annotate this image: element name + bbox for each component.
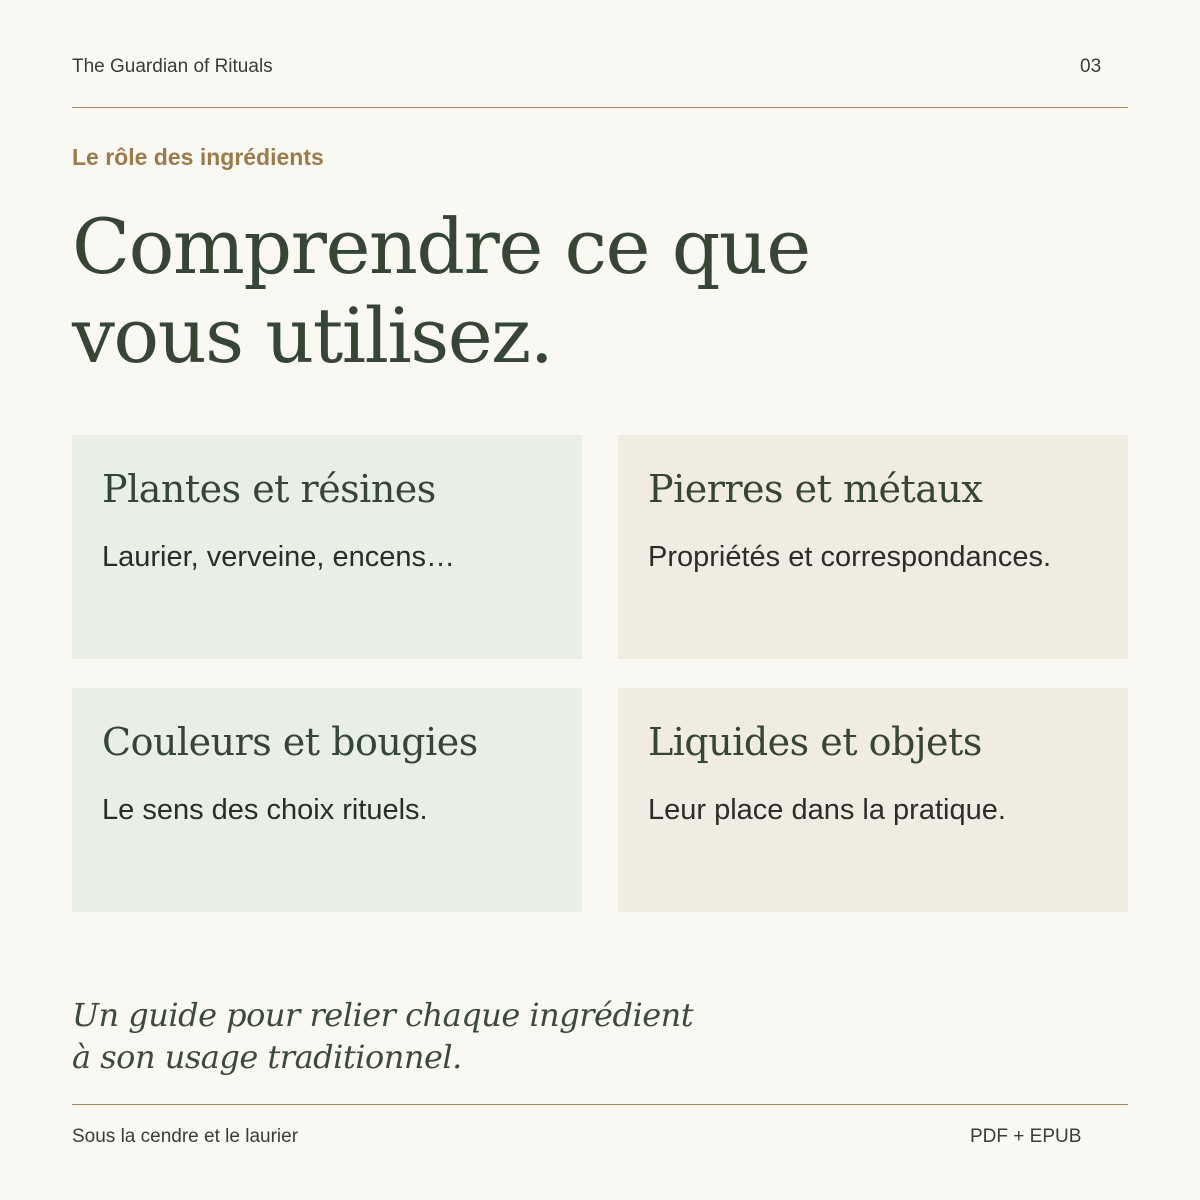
card-pierres-metaux — [618, 435, 1128, 659]
page-number: 03 — [1080, 56, 1102, 77]
footer-divider — [72, 1104, 1128, 1105]
tagline — [72, 994, 712, 1078]
headline-line-1: Comprendre ce que — [72, 202, 810, 291]
card-text: Le sens des choix rituels. — [102, 794, 428, 826]
card-title: Liquides et objets — [648, 720, 982, 764]
tagline-line-1: Un guide pour relier chaque ingrédient — [72, 996, 694, 1034]
footer-book-title: Sous la cendre et le laurier — [72, 1126, 299, 1147]
tagline-line-2: à son usage traditionnel. — [72, 1038, 462, 1076]
card-text: Propriétés et correspondances. — [648, 541, 1051, 573]
headline-line-2: vous utilisez. — [72, 291, 553, 380]
card-title: Plantes et résines — [102, 467, 436, 511]
card-couleurs-bougies — [72, 688, 582, 912]
page-headline — [72, 202, 832, 380]
document-title: The Guardian of Rituals — [72, 56, 273, 77]
card-plantes-resines — [72, 435, 582, 659]
header-divider — [72, 107, 1128, 108]
card-title: Couleurs et bougies — [102, 720, 478, 764]
section-eyebrow: Le rôle des ingrédients — [72, 144, 324, 170]
footer-formats: PDF + EPUB — [970, 1126, 1082, 1147]
card-title: Pierres et métaux — [648, 467, 983, 511]
card-text: Laurier, verveine, encens… — [102, 541, 456, 573]
card-text: Leur place dans la pratique. — [648, 794, 1006, 826]
card-liquides-objets — [618, 688, 1128, 912]
